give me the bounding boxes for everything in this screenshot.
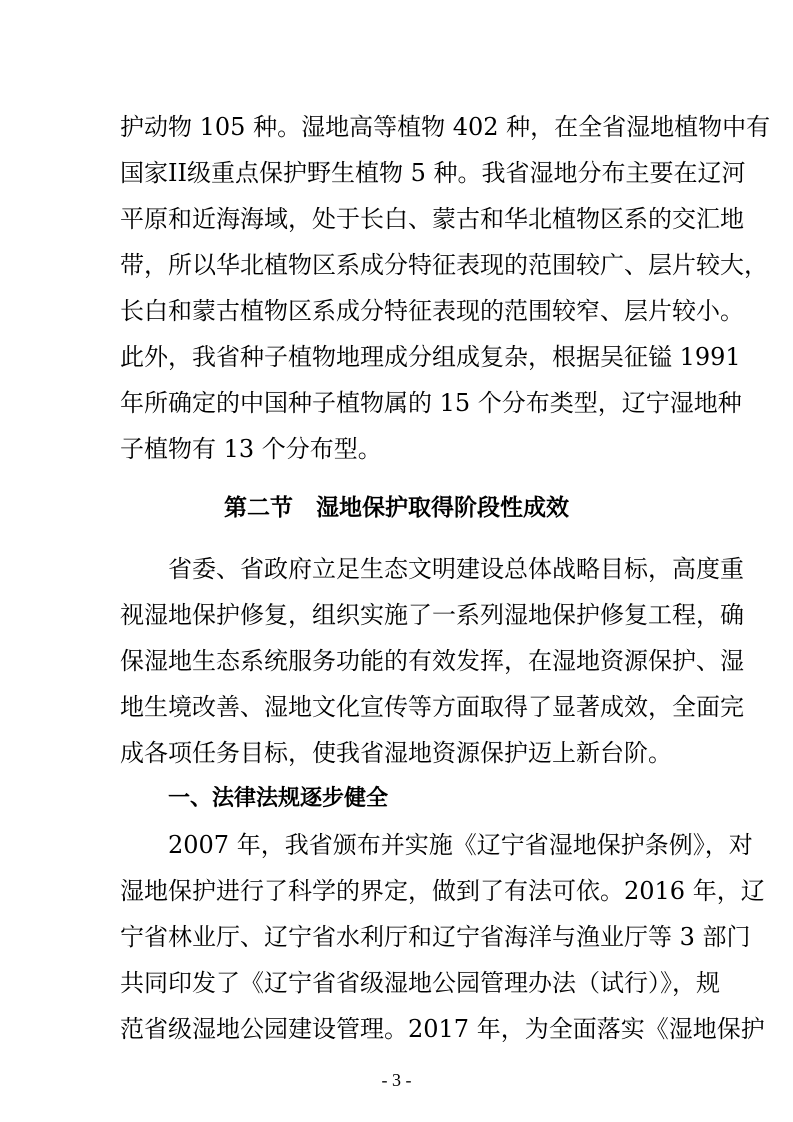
text-line: 带，所以华北植物区系成分特征表现的范围较广、层片较大， — [120, 251, 768, 279]
subsection-heading: 一、法律法规逐步健全 — [168, 786, 389, 811]
text-line: 国家II级重点保护野生植物 5 种。我省湿地分布主要在辽河 — [120, 159, 746, 187]
text-line: 湿地保护进行了科学的界定，做到了有法可依。2016 年，辽 — [120, 877, 765, 905]
text-line: 平原和近海海域，处于长白、蒙古和华北植物区系的交汇地 — [120, 205, 744, 233]
page-number: - 3 - — [381, 1070, 412, 1090]
text-line: 护动物 105 种。湿地高等植物 402 种，在全省湿地植物中有 — [120, 113, 771, 141]
text-line: 子植物有 13 个分布型。 — [120, 435, 382, 463]
text-line: 成各项任务目标，使我省湿地资源保护迈上新台阶。 — [120, 739, 672, 767]
text-line: 共同印发了《辽宁省省级湿地公园管理办法（试行）》，规 — [120, 969, 720, 997]
text-line: 宁省林业厅、辽宁省水利厅和辽宁省海洋与渔业厅等 3 部门 — [120, 923, 751, 951]
text-line: 地生境改善、湿地文化宣传等方面取得了显著成效，全面完 — [120, 693, 744, 721]
text-line: 2007 年，我省颁布并实施《辽宁省湿地保护条例》，对 — [168, 831, 753, 859]
text-line: 保湿地生态系统服务功能的有效发挥，在湿地资源保护、湿 — [120, 647, 744, 675]
text-line: 长白和蒙古植物区系成分特征表现的范围较窄、层片较小。 — [120, 297, 744, 325]
section-title: 第二节 湿地保护取得阶段性成效 — [224, 495, 569, 521]
text-line: 范省级湿地公园建设管理。2017 年，为全面落实《湿地保护 — [120, 1015, 765, 1043]
text-line: 年所确定的中国种子植物属的 15 个分布类型，辽宁湿地种 — [120, 389, 742, 417]
text-line: 视湿地保护修复，组织实施了一系列湿地保护修复工程，确 — [120, 601, 744, 629]
text-line: 省委、省政府立足生态文明建设总体战略目标，高度重 — [168, 555, 744, 583]
text-line: 此外，我省种子植物地理成分组成复杂，根据吴征镒 1991 — [120, 343, 741, 371]
